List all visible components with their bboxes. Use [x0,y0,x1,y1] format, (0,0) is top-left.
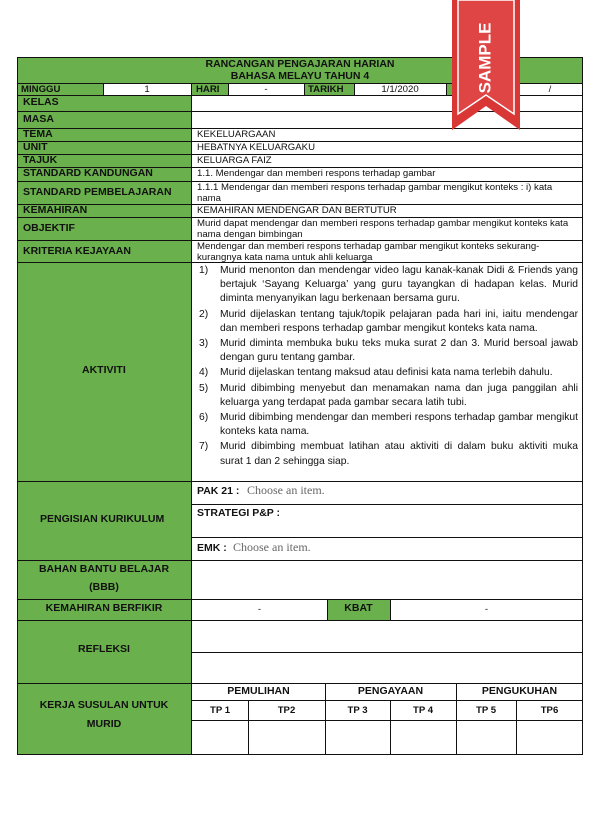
pengayaan-header: PENGAYAAN [357,685,424,697]
masa-label: MASA [23,113,54,125]
aktiviti-label: AKTIVITI [82,364,126,376]
aktiviti-num: 4) [199,367,209,379]
aktiviti-text: Murid dijelaskan tentang tajuk/topik pelajaran pada hari ini, iaitu mendengar dan memberi respons terhadap gambar mengikut konteks kata nama. [220,308,578,334]
unit-value: HEBATNYA KELUARGAKU [197,142,315,153]
refleksi-label: REFLEKSI [78,643,130,655]
hline [192,652,583,653]
standard-pembelajaran-label: STANDARD PEMBELAJARAN [23,186,172,198]
tp1-header: TP 1 [209,705,231,716]
aktiviti-item [196,411,578,439]
kriteria-kejayaan-label: KRITERIA KEJAYAAN [23,245,131,257]
tp3-header: TP 3 [347,705,368,716]
pengisian-kurikulum-label: PENGISIAN KURIKULUM [40,513,165,525]
objektif-value-line1: Murid dapat mendengar dan memberi respons terhadap gambar mengikut konteks kata [197,218,569,229]
objektif-value-line2: nama dengan bimbingan [197,229,303,240]
tema-label: TEMA [23,128,53,140]
sample-ribbon-icon [448,0,524,145]
emk-dropdown[interactable]: Choose an item. [233,540,311,554]
aktiviti-item [196,337,578,365]
aktiviti-text: Murid diminta membuka buku teks muka surat 2 dan 3. Murid bersoal jawab dengan guru tentang gambar. [220,338,578,364]
tajuk-value: KELUARGA FAIZ [197,155,272,166]
pengukuhan-header: PENGUKUHAN [481,685,558,697]
hline [192,720,583,721]
aktiviti-item [196,382,578,410]
aktiviti-num: 1) [199,265,209,276]
tp5-header: TP 5 [475,705,497,716]
hari-value: - [264,84,268,95]
document-title: RANCANGAN PENGAJARAN HARIAN [205,58,395,70]
aktiviti-num: 3) [199,338,209,350]
tarikh-label: TARIKH [308,84,344,95]
objektif-label: OBJEKTIF [23,222,75,234]
kbat-value: - [484,604,489,615]
aktiviti-num: 6) [199,412,209,424]
border-bottom [17,754,583,755]
aktiviti-list [196,264,578,470]
kemahiran-berfikir-label: KEMAHIRAN BERFIKIR [45,602,163,614]
hline [17,620,583,621]
aktiviti-num: 2) [199,308,209,320]
hline [17,683,583,684]
aktiviti-text: Murid dibimbing menyebut dan menamakan nama dan juga panggilan ahli keluarga yang terdapat pada gambar secara latih tubi. [220,382,578,408]
vline [304,83,305,95]
kbat-label: KBAT [344,602,373,614]
hline [192,504,583,505]
vline [446,83,447,95]
hline [17,560,583,561]
minggu-value: 1 [144,84,150,95]
aktiviti-num: 5) [199,382,209,394]
hline [192,700,583,701]
hline [17,599,583,600]
aktiviti-item [196,366,578,380]
standard-pembelajaran-value-line1: 1.1.1 Mendengar dan memberi respons terhadap gambar mengikut konteks : i) kata [197,182,553,193]
standard-pembelajaran-value-line2: nama [197,193,221,204]
hari-label: HARI [196,84,220,95]
tp6-header: TP6 [540,705,559,716]
aktiviti-text: Murid dibimbing mendengar dan memberi respons terhadap gambar mengikut konteks kata nama. [220,412,578,438]
pak21-label: PAK 21 : [197,485,240,497]
aktiviti-num: 7) [199,441,209,453]
extra-value: / [548,84,552,95]
tajuk-label: TAJUK [23,154,58,166]
standard-kandungan-label: STANDARD KANDUNGAN [23,167,153,179]
susulan-label-line2: MURID [86,718,122,730]
bbb-label-line1: BAHAN BANTU BELAJAR [38,563,170,575]
pak21-dropdown[interactable]: Choose an item. [247,483,325,497]
pemulihan-header: PEMULIHAN [227,685,290,697]
aktiviti-item [196,264,578,307]
sample-ribbon-text: SAMPLE [475,22,495,94]
tp2-header: TP2 [277,705,296,716]
label-divider [191,95,192,754]
tarikh-value: 1/1/2020 [381,84,419,95]
bbb-label-line2: (BBB) [89,581,119,593]
hline [17,154,583,155]
aktiviti-text: Murid menonton dan mendengar video lagu kanak-kanak Didi & Friends yang bertajuk ‘Sayang Keluarga’ yang guru tayangkan di hadapan kelas. Murid diminta menyanyikan lagu berkenaan bersama guru. [220,265,578,305]
kemahiran-berfikir-value: - [257,604,262,615]
kelas-label: KELAS [23,96,59,108]
border-right [582,57,583,754]
hline [17,481,583,482]
standard-kandungan-value: 1.1. Mendengar dan memberi respons terhadap gambar [197,168,436,179]
aktiviti-text: Murid dijelaskan tentang maksud atau definisi kata nama terlebih dahulu. [220,367,553,379]
kriteria-value-line1: Mendengar dan memberi respons terhadap gambar mengikut konteks sekurang- [197,241,540,252]
document-subtitle: BAHASA MELAYU TAHUN 4 [230,70,370,82]
vline [191,83,192,95]
minggu-label: MINGGU [21,84,61,95]
aktiviti-item [196,308,578,336]
kemahiran-label: KEMAHIRAN [23,204,88,216]
tp4-header: TP 4 [412,705,434,716]
hline [192,537,583,538]
unit-label: UNIT [23,141,48,153]
emk-label: EMK : [197,542,227,554]
kemahiran-value: KEMAHIRAN MENDENGAR DAN BERTUTUR [197,205,397,216]
strategi-label: STRATEGI P&P : [197,507,281,519]
susulan-label-line1: KERJA SUSULAN UNTUK [39,699,169,711]
aktiviti-item [196,440,578,468]
tema-value: KEKELUARGAAN [197,129,276,140]
kriteria-value-line2: kurangnya kata nama untuk ahli keluarga [197,252,373,263]
aktiviti-text: Murid dibimbing membuat latihan atau aktiviti di dalam buku aktiviti muka surat 1 dan 2 sehingga siap. [220,441,578,467]
